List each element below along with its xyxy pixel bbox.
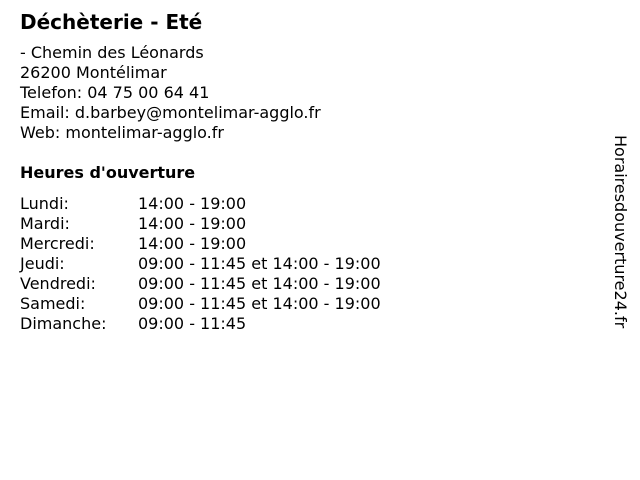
- hours-heading: Heures d'ouverture: [20, 163, 196, 182]
- email: Email: d.barbey@montelimar-agglo.fr: [20, 103, 321, 122]
- time-range: 14:00 - 19:00: [138, 194, 247, 213]
- street-address: - Chemin des Léonards: [20, 43, 204, 62]
- time-range: 09:00 - 11:45 et 14:00 - 19:00: [138, 254, 381, 273]
- day-label: Lundi:: [20, 194, 69, 213]
- opening-hours-table: [20, 194, 381, 334]
- hours-row-wednesday: [20, 234, 381, 254]
- time-range: 09:00 - 11:45 et 14:00 - 19:00: [138, 294, 381, 313]
- hours-row-monday: [20, 194, 381, 214]
- day-label: Mercredi:: [20, 234, 95, 253]
- city: 26200 Montélimar: [20, 63, 167, 82]
- address-block: [20, 43, 321, 143]
- day-label: Dimanche:: [20, 314, 107, 333]
- hours-row-friday: [20, 274, 381, 294]
- hours-row-saturday: [20, 294, 381, 314]
- day-label: Samedi:: [20, 294, 86, 313]
- hours-row-tuesday: [20, 214, 381, 234]
- day-label: Mardi:: [20, 214, 70, 233]
- time-range: 09:00 - 11:45 et 14:00 - 19:00: [138, 274, 381, 293]
- phone: Telefon: 04 75 00 64 41: [20, 83, 210, 102]
- website: Web: montelimar-agglo.fr: [20, 123, 224, 142]
- day-label: Jeudi:: [20, 254, 65, 273]
- time-range: 14:00 - 19:00: [138, 234, 247, 253]
- site-watermark: Horairesdouverture24.fr: [611, 135, 630, 329]
- time-range: 09:00 - 11:45: [138, 314, 247, 333]
- page-title: Déchèterie - Eté: [20, 10, 203, 34]
- hours-row-thursday: [20, 254, 381, 274]
- time-range: 14:00 - 19:00: [138, 214, 247, 233]
- day-label: Vendredi:: [20, 274, 96, 293]
- hours-row-sunday: [20, 314, 381, 334]
